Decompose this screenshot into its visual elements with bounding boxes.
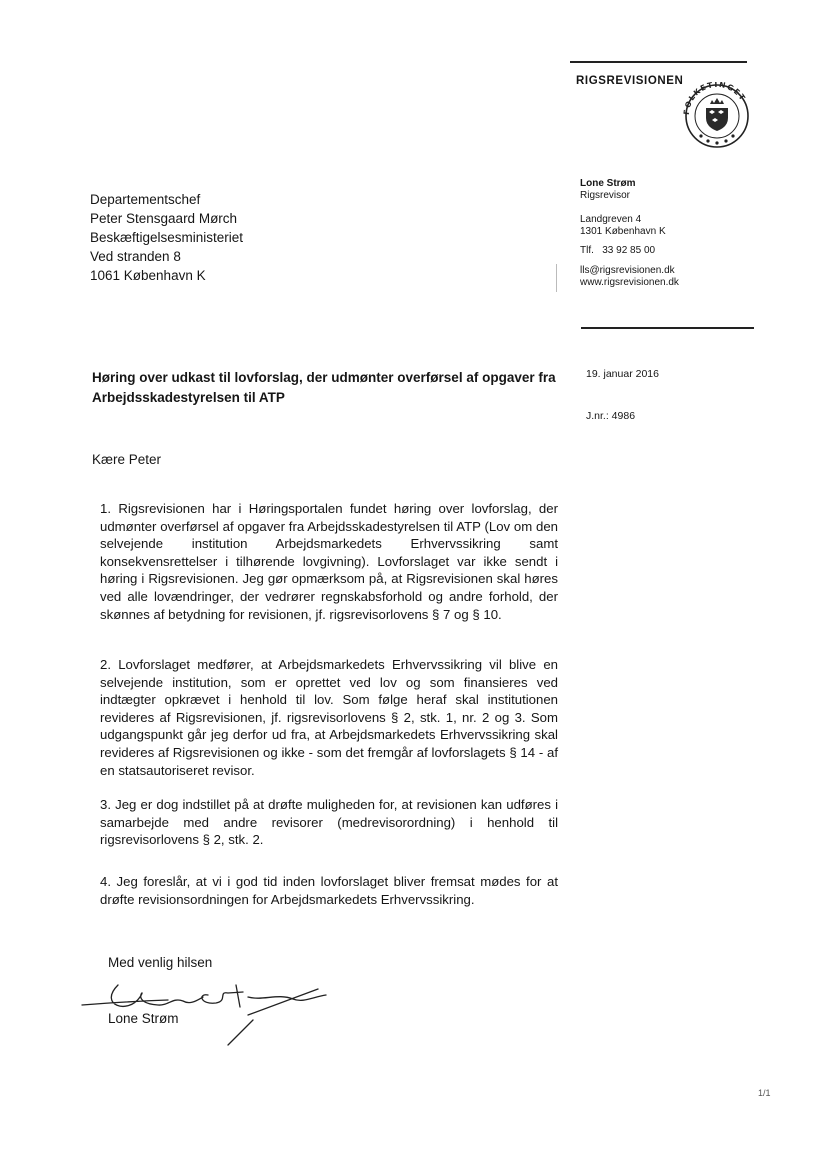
paragraph-1: 1. Rigsrevisionen har i Høringsportalen fundet høring over lovforslag, der udmønter overførsel af opgaver fra Arbejdsskadestyrelsen til ATP (Lov om den selvejende institution Arbejdsmarkedets Erhvervssikring samt konsekvensrettelser i tilhørende lovgivning). Lovforslaget var ikke sendt i høring i Rigsrevisionen. Jeg gør opmærksom på, at Rigsrevisionen skal høres ved alle lovændringer, der vedrører regnskabsforhold og andre forhold, der skønnes af betydning for revisionen, jf. rigsrevisorlovens § 7 og § 10. <box>100 501 558 622</box>
paragraph-2: 2. Lovforslaget medfører, at Arbejdsmarkedets Erhvervssikring vil blive en selvejende institution, som er oprettet ved lov og som finansieres ved indtægter opkrævet i henhold til lov. Som følge heraf skal institutionen revideres af Rigsrevisionen, jf. rigsrevisorlovens § 2, stk. 1, nr. 2 og 3. Som udgangspunkt går jeg derfor ud fra, at Arbejdsmarkedets Erhvervssikring skal revideres af Rigsrevisionen og ikke - som det fremgår af lovforslagets § 14 - af en statsautoriseret revisor. <box>100 657 558 778</box>
recipient-line-4: Ved stranden 8 <box>90 249 181 264</box>
sender-bottom-rule <box>581 327 754 329</box>
phone-number: 33 92 85 00 <box>602 245 656 256</box>
sender-web: www.rigsrevisionen.dk <box>580 277 679 288</box>
recipient-address <box>90 190 243 285</box>
svg-text:FOLKETINGET: FOLKETINGET <box>681 82 748 116</box>
sender-postal: 1301 København K <box>580 226 666 237</box>
letterhead-top-rule <box>570 61 747 63</box>
org-name: RIGSREVISIONEN <box>576 75 684 87</box>
letter-date: 19. januar 2016 <box>586 368 659 380</box>
sender-title: Rigsrevisor <box>580 190 631 201</box>
paragraph-3: 3. Jeg er dog indstillet på at drøfte muligheden for, at revisionen kan udføres i samarbejde med andre revisorer (medrevisorordning) i henhold til rigsrevisorlovens § 2, stk. 2. <box>100 797 558 848</box>
closing-phrase: Med venlig hilsen <box>108 955 213 970</box>
margin-mark <box>556 264 557 292</box>
paragraph-4: 4. Jeg foreslår, at vi i god tid inden lovforslaget bliver fremsat mødes for at drøfte revisionsordningen for Arbejdsmarkedets Erhvervssikring. <box>100 874 558 907</box>
folketinget-seal-logo <box>681 82 753 148</box>
journal-number: J.nr.: 4986 <box>586 410 636 422</box>
sender-phone-line <box>580 245 655 257</box>
sender-name: Lone Strøm <box>580 178 636 189</box>
sender-contact <box>580 265 679 289</box>
recipient-line-3: Beskæftigelsesministeriet <box>90 230 244 245</box>
sender-block <box>580 178 636 202</box>
sender-street: Landgreven 4 <box>580 214 642 225</box>
sender-address <box>580 214 666 238</box>
recipient-line-1: Departementschef <box>90 192 201 207</box>
page-number: 1/1 <box>758 1088 771 1098</box>
recipient-line-5: 1061 København K <box>90 268 206 283</box>
phone-label: Tlf. <box>580 245 594 256</box>
signature-name: Lone Strøm <box>108 1011 179 1026</box>
letter-subject: Høring over udkast til lovforslag, der udmønter overførsel af opgaver fra Arbejdsskadestyrelsen til ATP <box>92 370 556 405</box>
recipient-line-2: Peter Stensgaard Mørch <box>90 211 238 226</box>
greeting: Kære Peter <box>92 452 162 467</box>
sender-email: lls@rigsrevisionen.dk <box>580 265 675 276</box>
